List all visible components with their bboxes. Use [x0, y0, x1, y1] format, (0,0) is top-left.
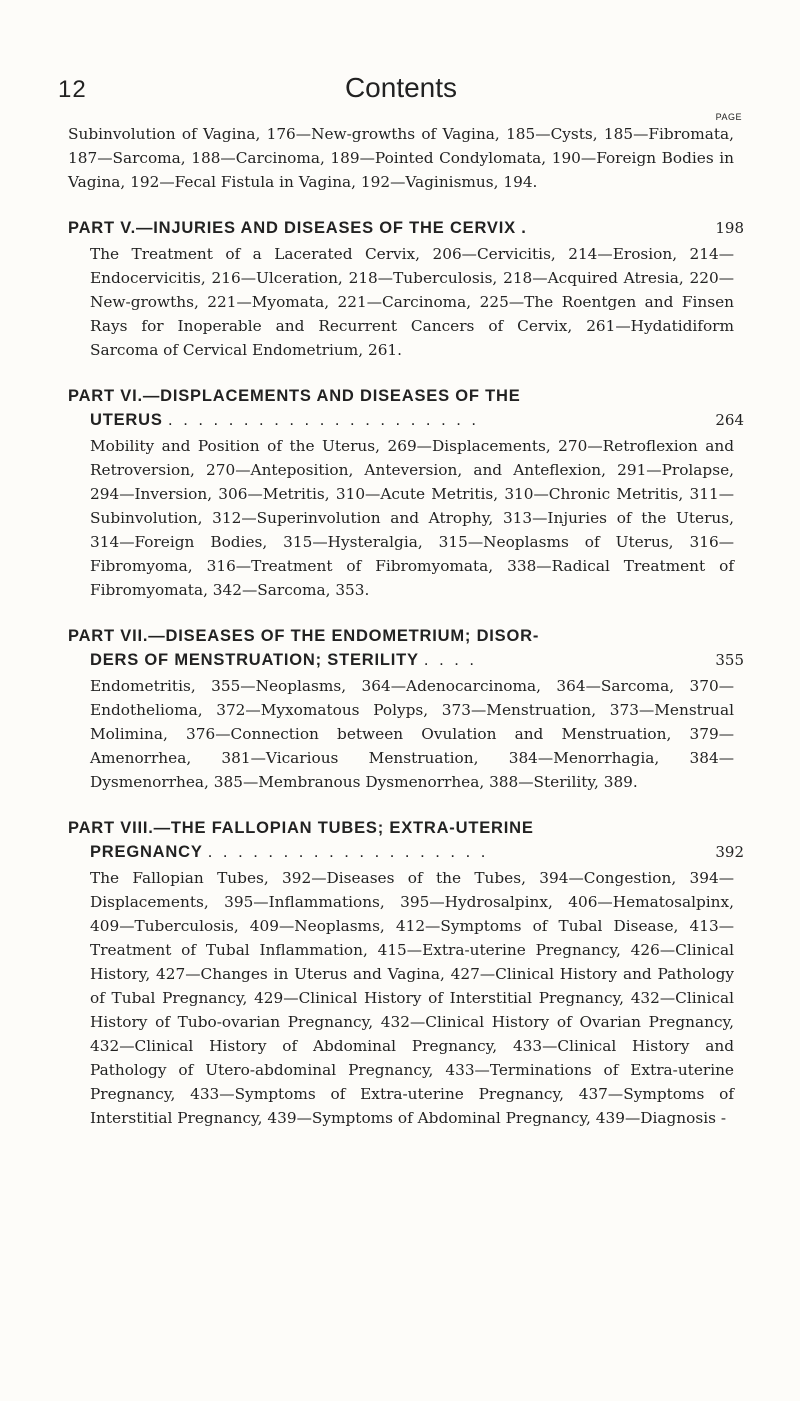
part-entry-text: Mobility and Position of the Uterus, 269—Displacements, 270—Retroflexion and Retroversion, 270—Anteposition, Anteversion, and Anteflexion, 291—Prolapse, 294—Inversion, 306—Metritis, 310—Acute Metritis, 310—Chronic Metritis, 311—Subinvolution, 312—Superinvolution and Atrophy, 313—Injuries of the Uterus, 314—Foreign Bodies, 315—Hysteralgia, 315—Neoplasms of Uterus, 316—Fibromyoma, 316—Treatment of Fibromyomata, 338—Radical Treatment of Fibromyomata, 342—Sarcoma, 353.: [90, 437, 734, 599]
part-entry-text: The Fallopian Tubes, 392—Diseases of the Tubes, 394—Congestion, 394—Displacements, 395—Inflammations, 395—Hydrosalpinx, 406—Hematosalpinx, 409—Tuberculosis, 409—Neoplasms, 412—Symptoms of Tubal Disease, 413—Treatment of Tubal Inflammation, 415—Extra-uterine Pregnancy, 426—Clinical History, 427—Changes in Uterus and Vagina, 427—Clinical History and Pathology of Tubal Pregnancy, 429—Clinical History of Interstitial Pregnancy, 432—Clinical History of Tubo-ovarian Pregnancy, 432—Clinical History of Ovarian Pregnancy, 432—Clinical History of Abdominal Pregnancy, 433—Clinical History and Pathology of Utero-abdominal Pregnancy, 433—Terminations of Extra-uterine Pregnancy, 433—Symptoms of Extra-uterine Pregnancy, 437—Symptoms of Interstitial Pregnancy, 439—Symptoms of Abdominal Pregnancy, 439—Diagnosis -: [90, 869, 734, 1127]
part-viii-section: [68, 816, 744, 1130]
page-title: Contents: [344, 72, 458, 103]
part-page-ref: 392: [715, 843, 744, 861]
part-heading: [68, 384, 744, 432]
part-heading-line2: UTERUS: [90, 411, 163, 429]
part-page-ref: 264: [715, 411, 744, 429]
part-entry-text: The Treatment of a Lacerated Cervix, 206—Cervicitis, 214—Erosion, 214—Endocervicitis, 216—Ulceration, 218—Tuberculosis, 218—Acquired Atresia, 220—New-growths, 221—Myomata, 221—Carcinoma, 225—The Roentgen and Finsen Rays for Inoperable and Recurrent Cancers of Cervix, 261—Hydatidiform Sarcoma of Cervical Endometrium, 261.: [90, 245, 734, 359]
part-vi-section: [68, 384, 744, 602]
page-column-label: PAGE: [715, 112, 742, 122]
part-page-ref: 355: [715, 651, 744, 669]
part-heading-line1: PART VIII.—THE FALLOPIAN TUBES; EXTRA-UTERINE: [68, 819, 534, 837]
intro-entry-text: Subinvolution of Vagina, 176—New-growths of Vagina, 185—Cysts, 185—Fibromata, 187—Sarcoma, 188—Carcinoma, 189—Pointed Condylomata, 190—Foreign Bodies in Vagina, 192—Fecal Fistula in Vagina, 192—Vaginismus, 194.: [68, 125, 734, 191]
part-heading: [68, 816, 744, 864]
part-heading-line1: PART VI.—DISPLACEMENTS AND DISEASES OF THE: [68, 387, 521, 405]
part-v-section: [68, 216, 744, 362]
leader-dots: . . . .: [423, 651, 478, 669]
leader-dots: . . . . . . . . . . . . . . . . . . . . .: [168, 411, 479, 429]
part-heading-line1: PART VII.—DISEASES OF THE ENDOMETRIUM; DISOR-: [68, 627, 540, 645]
part-vii-section: [68, 624, 744, 794]
part-entry-text: Endometritis, 355—Neoplasms, 364—Adenocarcinoma, 364—Sarcoma, 370—Endothelioma, 372—Myxomatous Polyps, 373—Menstruation, 373—Menstrual Molimina, 376—Connection between Ovulation and Menstruation, 379—Amenorrhea, 381—Vicarious Menstruation, 384—Menorrhagia, 384—Dysmenorrhea, 385—Membranous Dysmenorrhea, 388—Sterility, 389.: [90, 677, 734, 791]
part-heading-line1: PART V.—INJURIES AND DISEASES OF THE CERVIX .: [68, 219, 527, 237]
part-page-ref: 198: [715, 219, 744, 237]
page-header: [58, 72, 742, 122]
leader-dots: . . . . . . . . . . . . . . . . . . .: [207, 843, 489, 861]
part-heading-line2: DERS OF MENSTRUATION; STERILITY: [90, 651, 419, 669]
part-heading: [68, 216, 744, 240]
part-heading: [68, 624, 744, 672]
part-heading-line2: PREGNANCY: [90, 843, 203, 861]
contents-page: [58, 72, 744, 1130]
page-number: 12: [58, 76, 87, 103]
